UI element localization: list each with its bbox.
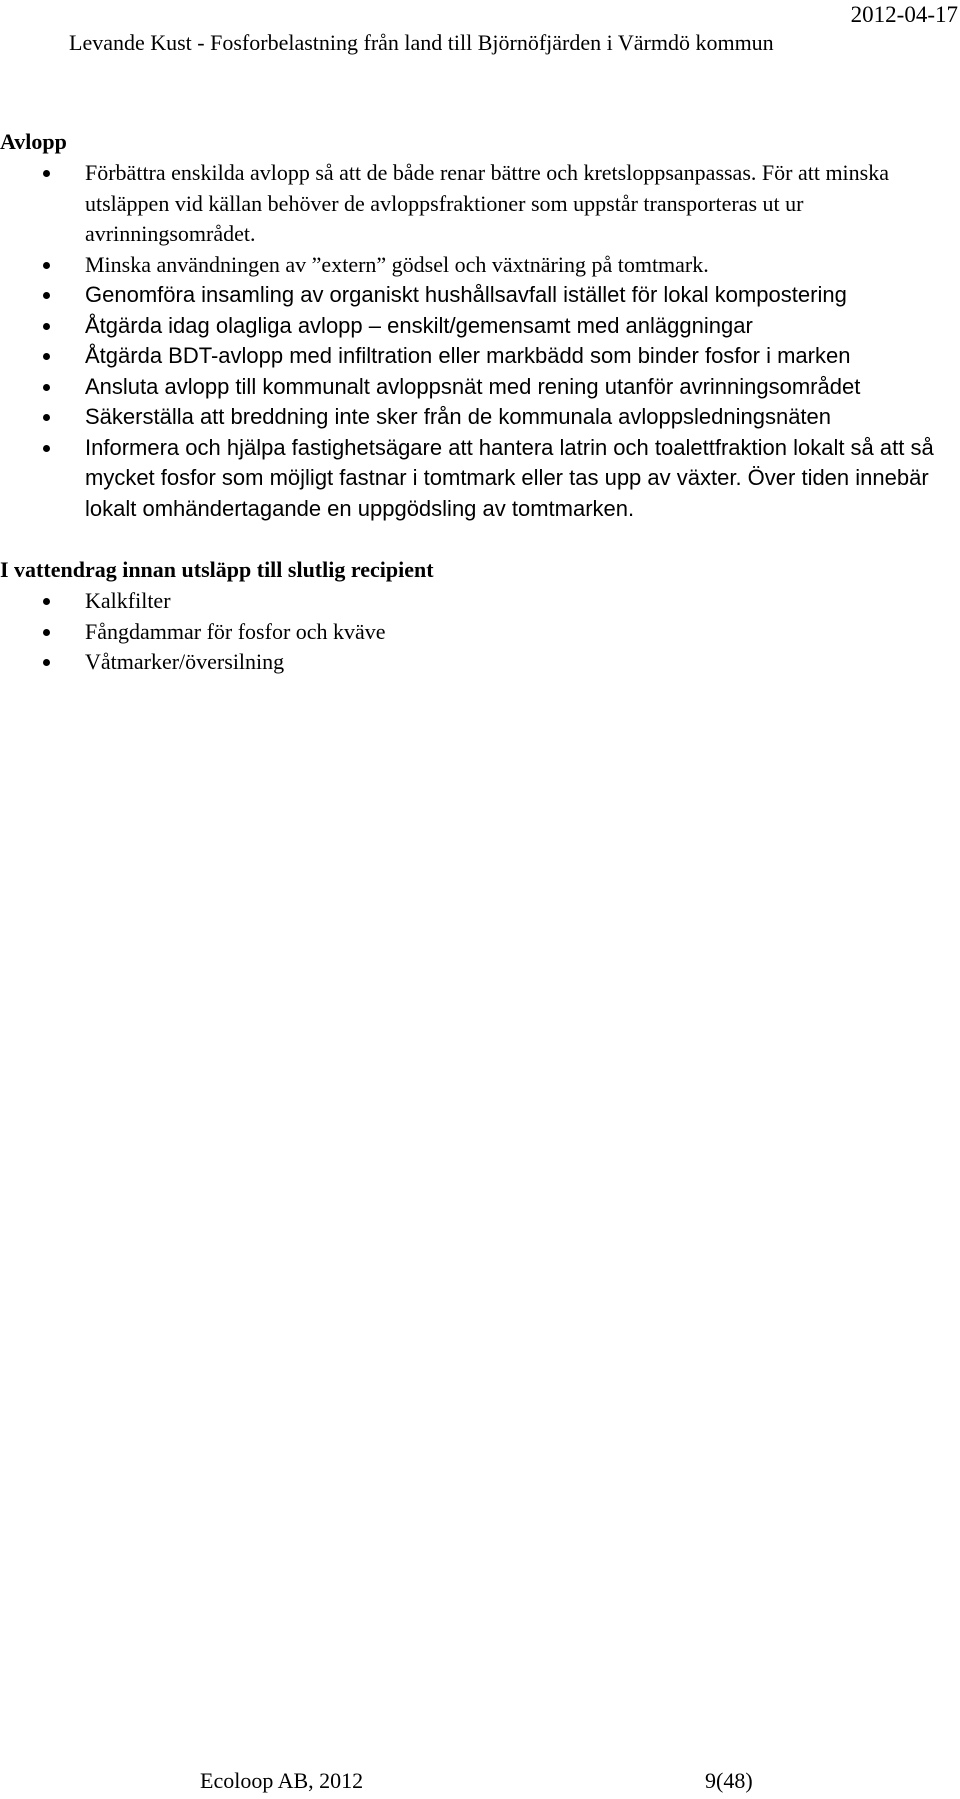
list-item-text: Åtgärda idag olagliga avlopp – enskilt/gemensamt med anläggningar [85, 312, 753, 338]
list-item [0, 341, 956, 372]
list-item [0, 617, 956, 648]
footer-page-number: 9(48) [705, 1768, 753, 1793]
bullet-icon [43, 384, 50, 391]
bullet-icon [43, 598, 50, 605]
list-item [0, 372, 956, 403]
bullet-icon [43, 323, 50, 330]
list-item [0, 586, 956, 617]
list-item [0, 647, 956, 678]
list-item [0, 250, 956, 281]
list-item [0, 158, 956, 250]
avlopp-measure-list [0, 158, 956, 524]
list-item-text: Förbättra enskilda avlopp så att de både renar bättre och kretsloppsanpassas. För att minska utsläppen vid källan behöver de avloppsfraktioner som uppstår transporteras ut ur avrinningsområdet. [85, 160, 889, 246]
list-item-text: Åtgärda BDT-avlopp med infiltration eller markbädd som binder fosfor i marken [85, 343, 851, 368]
footer-company: Ecoloop AB, 2012 [200, 1768, 364, 1793]
list-item-text: Fångdammar för fosfor och kväve [85, 618, 386, 644]
list-item [0, 402, 956, 433]
bullet-icon [43, 262, 50, 269]
list-item-text: Minska användningen av ”extern” gödsel och växtnäring på tomtmark. [85, 251, 709, 277]
section-heading-vattendrag: I vattendrag innan utsläpp till slutlig recipient [0, 557, 434, 582]
list-item [0, 311, 956, 342]
bullet-icon [43, 445, 50, 452]
bullet-icon [43, 170, 50, 177]
list-item-text: Säkerställa att breddning inte sker från de kommunala avloppsledningsnäten [85, 404, 832, 429]
vattendrag-measure-list [0, 586, 956, 678]
bullet-icon [43, 292, 50, 299]
bullet-icon [43, 414, 50, 421]
document-date: 2012-04-17 [850, 2, 958, 27]
list-item-text: Ansluta avlopp till kommunalt avloppsnät med rening utanför avrinningsområdet [85, 373, 861, 399]
list-item-text: Informera och hjälpa fastighetsägare att hantera latrin och toalettfraktion lokalt så att så mycket fosfor som möjligt fastnar i tomtmark eller tas upp av växter. Över tiden innebär lokalt omhändertagande en uppgödsling av tomtmarken. [85, 434, 934, 521]
list-item [0, 280, 956, 311]
section-heading-avlopp: Avlopp [0, 129, 67, 154]
bullet-icon [43, 659, 50, 666]
list-item [0, 433, 956, 525]
bullet-icon [43, 629, 50, 636]
list-item-text: Genomföra insamling av organiskt hushållsavfall istället för lokal kompostering [85, 282, 847, 307]
list-item-text: Kalkfilter [85, 588, 171, 613]
bullet-icon [43, 353, 50, 360]
document-body [0, 126, 956, 678]
list-item-text: Våtmarker/översilning [85, 649, 285, 674]
document-header-title: Levande Kust - Fosforbelastning från land till Björnöfjärden i Värmdö kommun [69, 30, 774, 55]
